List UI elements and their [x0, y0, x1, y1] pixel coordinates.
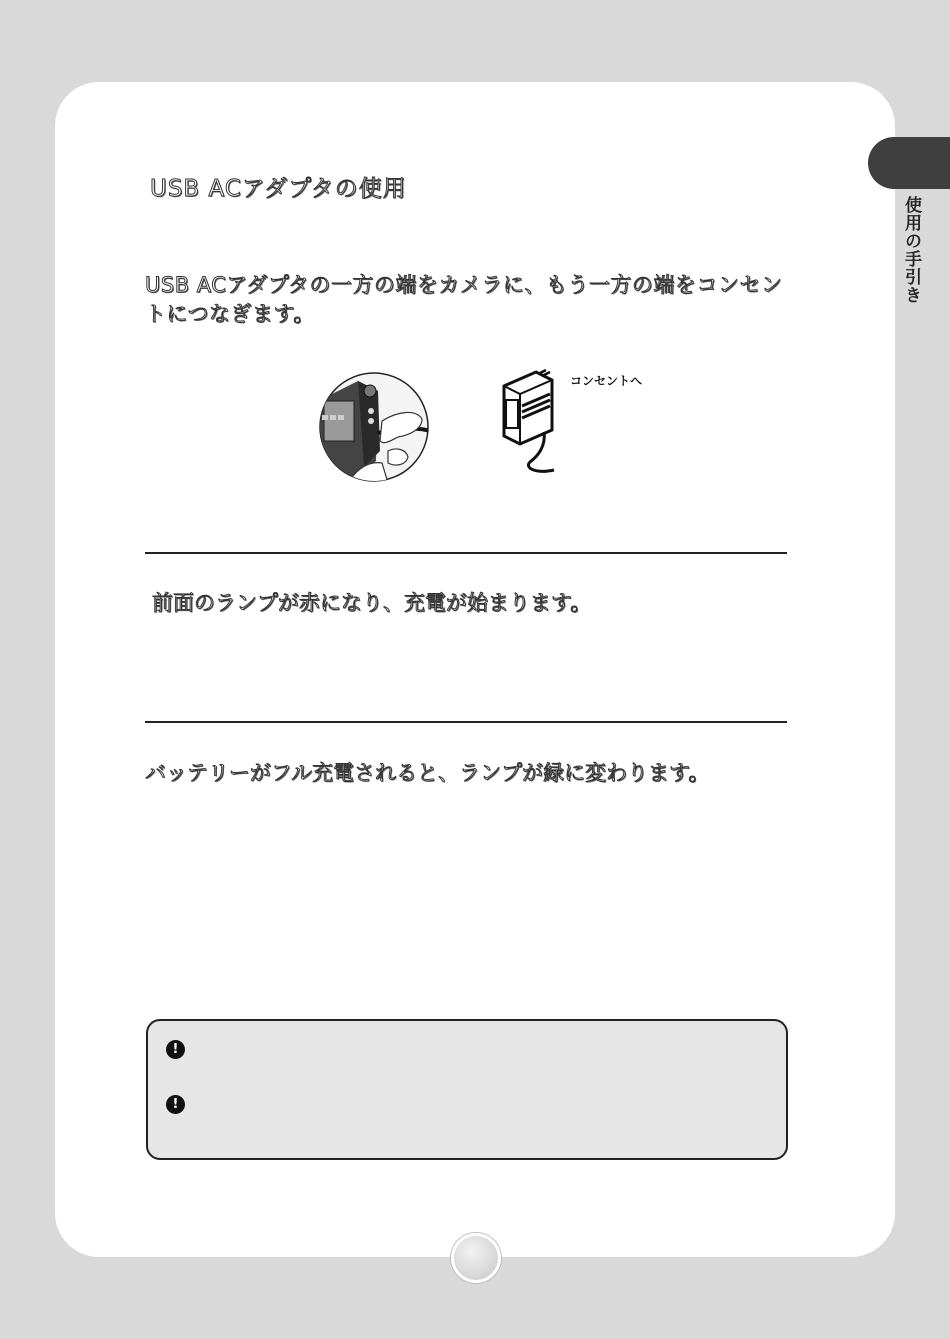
- adapter-label: コンセントへ: [570, 374, 643, 388]
- note-box: [146, 1019, 788, 1160]
- side-tab-label: 使用の手引き: [901, 196, 921, 304]
- section-title: USB ACアダプタの使用: [150, 176, 407, 202]
- divider: [145, 552, 787, 554]
- page-number-circle: [451, 1233, 501, 1283]
- step-2-text: 前面のランプが赤になり、充電が始まります。: [152, 591, 592, 615]
- camera-connect-illustration: [318, 371, 430, 483]
- step-3-text: バッテリーがフル充電されると、ランプが緑に変わります。: [145, 761, 710, 785]
- divider: [145, 721, 787, 723]
- side-tab-marker: [868, 137, 950, 189]
- exclamation-icon: !: [166, 1095, 185, 1114]
- step-1-text: USB ACアダプタの一方の端をカメラに、もう一方の端をコンセントにつなぎます。: [145, 273, 783, 326]
- exclamation-icon: !: [166, 1040, 185, 1059]
- ac-adapter-illustration: [496, 366, 576, 478]
